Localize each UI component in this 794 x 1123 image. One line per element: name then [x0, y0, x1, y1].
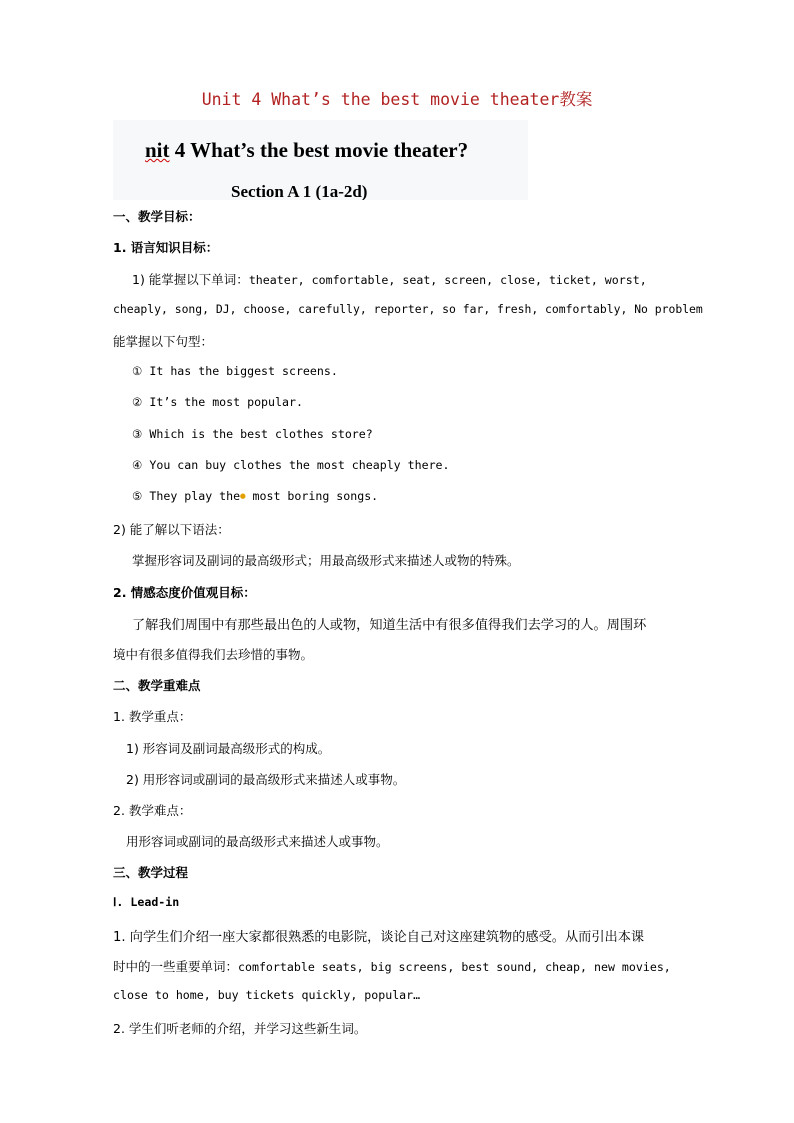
- document-title: [0, 86, 794, 110]
- unit-header-image: [113, 120, 528, 200]
- lead-in-vocab-1: comfortable seats, big screens, best sound, cheap, new movies,: [238, 960, 671, 974]
- attitude-goal-text-2: 境中有很多值得我们去珍惜的事物。: [113, 647, 314, 662]
- key-point-2: 2) 用形容词或副词的最高级形式来描述人或事物。: [126, 772, 406, 787]
- lead-in-paragraph-3: 2. 学生们听老师的介绍，并学习这些新生词。: [113, 1021, 367, 1036]
- unit-header-title: [145, 138, 468, 163]
- section-1-heading: 一、教学目标：: [113, 209, 201, 224]
- grammar-label: 2) 能了解以下语法：: [113, 522, 230, 537]
- title-english: Unit 4 What’s the best movie theater: [201, 90, 560, 109]
- sentence-2: ② It’s the most popular.: [132, 395, 303, 409]
- sentence-5-part-1: ⑤ They play the: [132, 489, 241, 503]
- difficult-points-label: 2. 教学难点：: [113, 803, 192, 818]
- sentence-patterns-label: 能掌握以下句型：: [113, 334, 214, 349]
- vocab-line-1: [132, 270, 647, 288]
- lead-in-vocab-2: close to home, buy tickets quickly, popular…: [113, 988, 421, 1002]
- vocab-label: 1) 能掌握以下单词：: [132, 272, 249, 287]
- key-point-1: 1) 形容词及副词最高级形式的构成。: [126, 741, 331, 756]
- grammar-text: 掌握形容词及副词的最高级形式；用最高级形式来描述人或物的特殊。: [132, 553, 520, 568]
- unit-header-title-rest: 4 What’s the best movie theater?: [169, 138, 469, 162]
- section-subtitle: Section A 1 (1a-2d): [231, 182, 368, 200]
- sentence-5-part-2: most boring songs.: [245, 489, 379, 503]
- vocab-words-1: theater, comfortable, seat, screen, close, ticket, worst,: [248, 273, 647, 287]
- lead-in-step: Ⅰ. Lead-in: [113, 895, 180, 909]
- attitude-goal-text-1: 了解我们周围中有那些最出色的人或物，知道生活中有很多值得我们去学习的人。周围环: [132, 618, 647, 633]
- sentence-3: ③ Which is the best clothes store?: [132, 427, 373, 441]
- sentence-1: ① It has the biggest screens.: [132, 364, 338, 378]
- vocab-words-2: cheaply, song, DJ, choose, carefully, reporter, so far, fresh, comfortably, No problem: [113, 302, 703, 316]
- language-goal-heading: 1. 语言知识目标：: [113, 240, 219, 255]
- spellcheck-underlined-text: nit: [145, 138, 170, 162]
- attitude-goal-heading: 2. 情感态度价值观目标：: [113, 585, 256, 600]
- lead-in-paragraph-2: [113, 957, 671, 975]
- sentence-5: [132, 489, 378, 503]
- title-chinese: 教案: [559, 90, 593, 109]
- section-3-heading: 三、教学过程: [113, 865, 189, 880]
- lead-in-paragraph-2-cn: 时中的一些重要单词：: [113, 959, 239, 974]
- marker-dot-icon: ●: [240, 491, 246, 502]
- difficult-point-text: 用形容词或副词的最高级形式来描述人或事物。: [126, 834, 389, 849]
- lead-in-paragraph-1: 1. 向学生们介绍一座大家都很熟悉的电影院，谈论自己对这座建筑物的感受。从而引出本课: [113, 930, 645, 945]
- key-points-label: 1. 教学重点：: [113, 709, 192, 724]
- sentence-4: ④ You can buy clothes the most cheaply there.: [132, 458, 450, 472]
- section-2-heading: 二、教学重难点: [113, 678, 201, 693]
